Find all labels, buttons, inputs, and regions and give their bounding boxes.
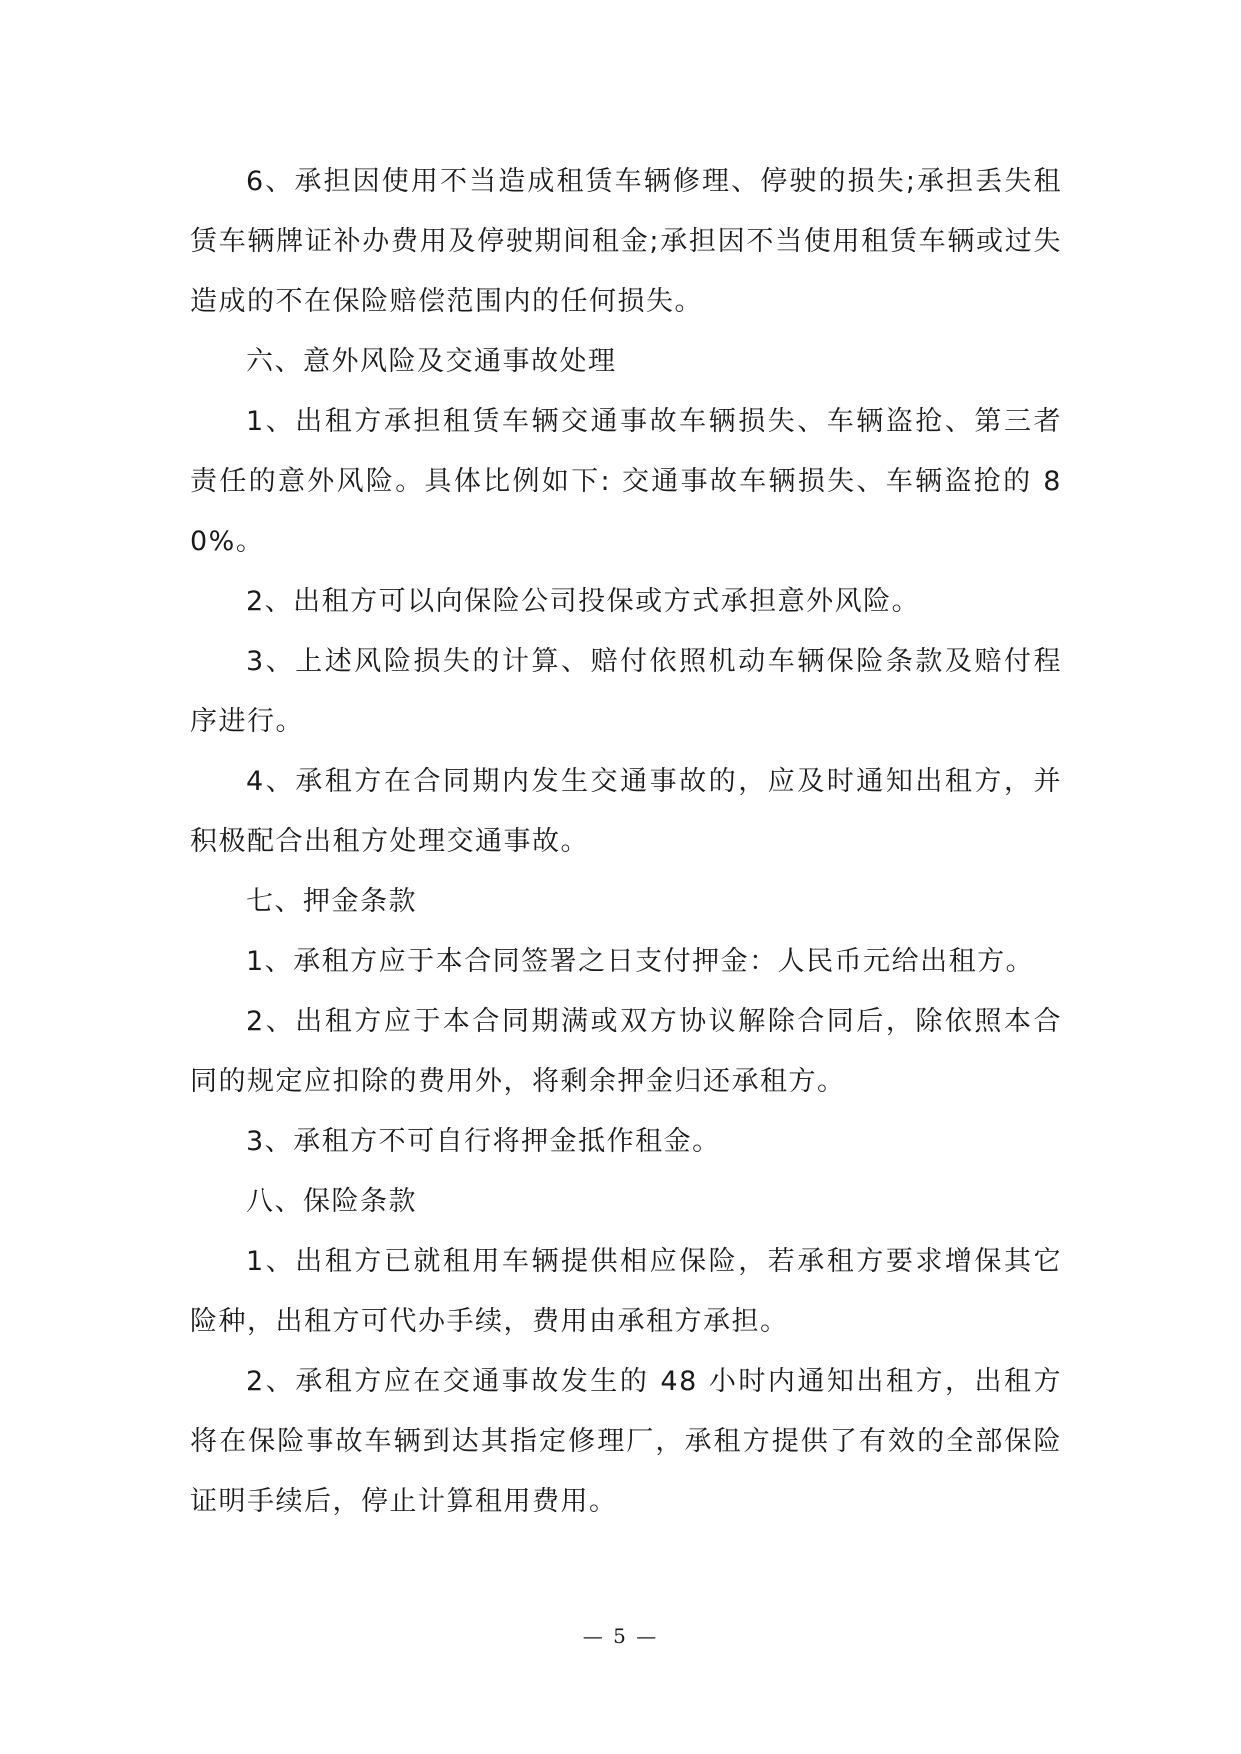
page-number: — 5 — bbox=[582, 1624, 659, 1648]
clause-6-4: 4、承租方在合同期内发生交通事故的，应及时通知出租方，并积极配合出租方处理交通事故。 bbox=[190, 766, 1062, 857]
clause-6-1: 1、出租方承担租赁车辆交通事故车辆损失、车辆盗抢、第三者责任的意外风险。具体比例如下: 交通事故车辆损失、车辆盗抢的 80%。 bbox=[190, 406, 1062, 557]
clause-6-2: 2、出租方可以向保险公司投保或方式承担意外风险。 bbox=[246, 586, 921, 617]
clause-7-2: 2、出租方应于本合同期满或双方协议解除合同后，除依照本合同的规定应扣除的费用外，将剩余押金归还承租方。 bbox=[190, 1006, 1062, 1097]
section-8-heading: 八、保险条款 bbox=[246, 1186, 417, 1217]
clause-5-6: 6、承担因使用不当造成租赁车辆修理、停驶的损失;承担丢失租赁车辆牌证补办费用及停驶期间租金;承担因不当使用租赁车辆或过失造成的不在保险赔偿范围内的任何损失。 bbox=[190, 166, 1062, 317]
section-6-heading: 六、意外风险及交通事故处理 bbox=[246, 346, 617, 377]
clause-7-3: 3、承租方不可自行将押金抵作租金。 bbox=[246, 1126, 721, 1157]
document-body bbox=[190, 152, 1062, 1532]
clause-7-1: 1、承租方应于本合同签署之日支付押金：人民币元给出租方。 bbox=[246, 946, 1035, 977]
clause-8-2: 2、承租方应在交通事故发生的 48 小时内通知出租方，出租方将在保险事故车辆到达其指定修理厂，承租方提供了有效的全部保险证明手续后，停止计算租用费用。 bbox=[190, 1366, 1062, 1517]
section-7-heading: 七、押金条款 bbox=[246, 886, 417, 917]
clause-8-1: 1、出租方已就租用车辆提供相应保险，若承租方要求增保其它险种，出租方可代办手续，费用由承租方承担。 bbox=[190, 1246, 1062, 1337]
clause-6-3: 3、上述风险损失的计算、赔付依照机动车辆保险条款及赔付程序进行。 bbox=[190, 646, 1062, 737]
